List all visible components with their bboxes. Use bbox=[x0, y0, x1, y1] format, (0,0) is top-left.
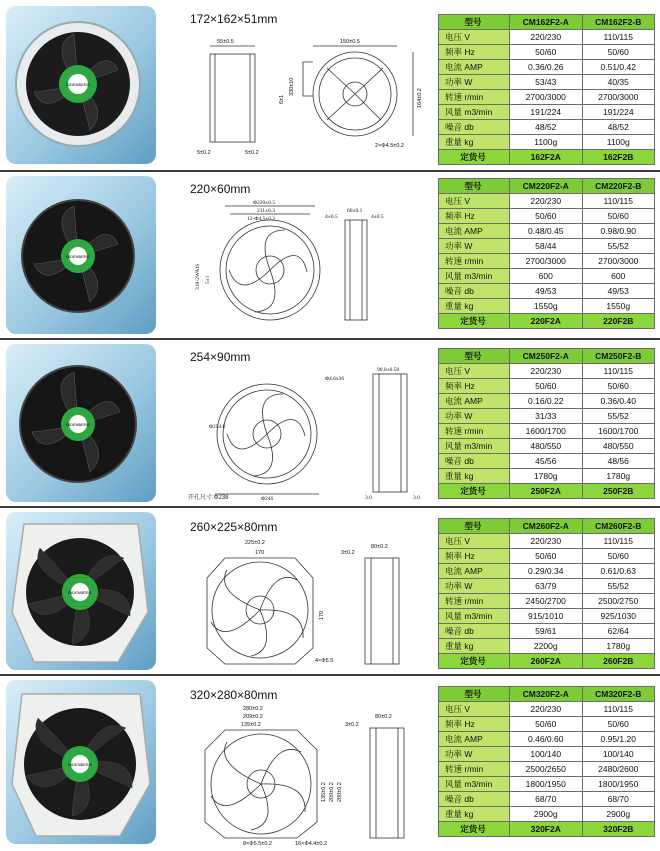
table-cell: 重量 kg bbox=[439, 639, 510, 654]
product-row-320 bbox=[0, 676, 660, 850]
table-cell: 45/56 bbox=[510, 454, 583, 469]
svg-text:Φ4.6x36: Φ4.6x36 bbox=[325, 376, 345, 382]
table-cell: 1550g bbox=[582, 299, 655, 314]
svg-text:310-2WAIS: 310-2WAIS bbox=[195, 263, 201, 290]
table-cell: 重量 kg bbox=[439, 469, 510, 484]
table-cell: 风量 m3/min bbox=[439, 439, 510, 454]
table-cell: 68/70 bbox=[582, 792, 655, 807]
table-row bbox=[439, 364, 655, 379]
table-row bbox=[439, 254, 655, 269]
table-cell: 1100g bbox=[582, 135, 655, 150]
table-cell: 0.51/0.42 bbox=[582, 60, 655, 75]
table-row bbox=[439, 269, 655, 284]
product-row-162 bbox=[0, 0, 660, 172]
table-row bbox=[439, 394, 655, 409]
order-number-row bbox=[439, 314, 655, 329]
svg-text:4±0.5: 4±0.5 bbox=[371, 214, 384, 220]
table-cell: CM162F2-A bbox=[510, 15, 583, 30]
table-cell: 功率 W bbox=[439, 409, 510, 424]
table-cell: 49/53 bbox=[582, 284, 655, 299]
table-cell: 0.98/0.90 bbox=[582, 224, 655, 239]
table-cell: 噪音 db bbox=[439, 284, 510, 299]
svg-text:135±0.2: 135±0.2 bbox=[321, 782, 327, 802]
table-row bbox=[439, 777, 655, 792]
table-cell: 220/230 bbox=[510, 30, 583, 45]
table-cell: 110/115 bbox=[582, 364, 655, 379]
fan-photo bbox=[6, 512, 156, 670]
table-cell: 噪音 db bbox=[439, 454, 510, 469]
table-row bbox=[439, 469, 655, 484]
cutout-size-note: 开孔尺寸:Φ238 bbox=[188, 495, 229, 501]
product-row-260 bbox=[0, 508, 660, 676]
table-cell: 1550g bbox=[510, 299, 583, 314]
product-row-220 bbox=[0, 172, 660, 340]
table-cell: 转速 r/min bbox=[439, 762, 510, 777]
svg-text:3±0.2: 3±0.2 bbox=[341, 550, 355, 556]
product-title: 260×225×80mm bbox=[190, 520, 278, 534]
svg-text:150±0.5: 150±0.5 bbox=[340, 39, 360, 45]
table-cell: 2700/3000 bbox=[510, 254, 583, 269]
table-cell: 型号 bbox=[439, 349, 510, 364]
svg-text:8×Φ5.5±0.2: 8×Φ5.5±0.2 bbox=[243, 841, 272, 846]
table-cell: 定货号 bbox=[439, 150, 510, 165]
svg-text:280±0.2: 280±0.2 bbox=[337, 782, 343, 802]
table-cell: 48/56 bbox=[582, 454, 655, 469]
svg-text:330±10: 330±10 bbox=[289, 77, 295, 96]
table-cell: 重量 kg bbox=[439, 135, 510, 150]
table-row bbox=[439, 424, 655, 439]
table-cell: 925/1030 bbox=[582, 609, 655, 624]
table-cell: 600 bbox=[582, 269, 655, 284]
table-cell: 260F2A bbox=[510, 654, 583, 669]
technical-drawing bbox=[185, 200, 430, 330]
svg-text:Φ254.0: Φ254.0 bbox=[209, 424, 226, 430]
table-cell: 噪音 db bbox=[439, 624, 510, 639]
table-cell: 0.36/0.26 bbox=[510, 60, 583, 75]
table-cell: 电压 V bbox=[439, 194, 510, 209]
table-cell: 2480/2600 bbox=[582, 762, 655, 777]
table-cell: 噪音 db bbox=[439, 792, 510, 807]
table-cell: 电压 V bbox=[439, 364, 510, 379]
table-cell: 50/60 bbox=[582, 379, 655, 394]
table-row bbox=[439, 75, 655, 90]
table-cell: 480/550 bbox=[582, 439, 655, 454]
svg-text:DIDENBERG: DIDENBERG bbox=[66, 422, 90, 427]
table-row bbox=[439, 194, 655, 209]
table-cell: 53/43 bbox=[510, 75, 583, 90]
table-cell: 转速 r/min bbox=[439, 424, 510, 439]
table-cell: 260F2B bbox=[582, 654, 655, 669]
table-cell: 1600/1700 bbox=[582, 424, 655, 439]
table-cell: 1780g bbox=[510, 469, 583, 484]
table-row bbox=[439, 239, 655, 254]
table-cell: 68/70 bbox=[510, 792, 583, 807]
table-cell: 0.46/0.60 bbox=[510, 732, 583, 747]
svg-text:90.0±0.50: 90.0±0.50 bbox=[377, 367, 400, 373]
table-row bbox=[439, 105, 655, 120]
svg-text:209±0.2: 209±0.2 bbox=[243, 714, 263, 720]
table-cell: 型号 bbox=[439, 15, 510, 30]
technical-drawing bbox=[185, 366, 430, 502]
table-cell: 0.95/1.20 bbox=[582, 732, 655, 747]
table-cell: 0.16/0.22 bbox=[510, 394, 583, 409]
svg-text:280±0.2: 280±0.2 bbox=[243, 706, 263, 712]
table-row bbox=[439, 45, 655, 60]
table-cell: 功率 W bbox=[439, 579, 510, 594]
svg-text:DIDENBERG: DIDENBERG bbox=[68, 762, 92, 767]
table-cell: 220F2B bbox=[582, 314, 655, 329]
table-cell: 110/115 bbox=[582, 30, 655, 45]
svg-text:2×Φ4.5±0.2: 2×Φ4.5±0.2 bbox=[375, 143, 404, 149]
table-cell: 2700/3000 bbox=[510, 90, 583, 105]
table-cell: 功率 W bbox=[439, 239, 510, 254]
table-row bbox=[439, 284, 655, 299]
table-row bbox=[439, 90, 655, 105]
table-cell: 2500/2750 bbox=[582, 594, 655, 609]
table-row bbox=[439, 30, 655, 45]
table-cell: 0.61/0.63 bbox=[582, 564, 655, 579]
table-cell: 250F2A bbox=[510, 484, 583, 499]
table-cell: 定货号 bbox=[439, 654, 510, 669]
table-cell: 220/230 bbox=[510, 702, 583, 717]
svg-text:Φ246: Φ246 bbox=[261, 496, 274, 502]
table-cell: 2700/3000 bbox=[582, 90, 655, 105]
table-cell: 49/53 bbox=[510, 284, 583, 299]
svg-text:DIDENBERG: DIDENBERG bbox=[66, 254, 90, 259]
svg-text:12-Φ4.5±0.2: 12-Φ4.5±0.2 bbox=[247, 216, 276, 222]
table-row bbox=[439, 564, 655, 579]
table-cell: 162F2B bbox=[582, 150, 655, 165]
table-cell: 50/60 bbox=[510, 717, 583, 732]
table-row bbox=[439, 609, 655, 624]
table-cell: 110/115 bbox=[582, 194, 655, 209]
table-cell: 50/60 bbox=[582, 549, 655, 564]
table-cell: CM220F2-A bbox=[510, 179, 583, 194]
table-cell: 0.36/0.40 bbox=[582, 394, 655, 409]
svg-text:3±0.2: 3±0.2 bbox=[345, 722, 359, 728]
table-cell: 重量 kg bbox=[439, 299, 510, 314]
table-cell: 50/60 bbox=[510, 549, 583, 564]
technical-drawing bbox=[185, 538, 430, 670]
table-header-row bbox=[439, 349, 655, 364]
table-cell: 电压 V bbox=[439, 30, 510, 45]
table-cell: 定货号 bbox=[439, 822, 510, 837]
spec-table bbox=[438, 518, 655, 669]
table-cell: 50/60 bbox=[582, 45, 655, 60]
product-title: 220×60mm bbox=[190, 182, 251, 196]
table-cell: 0.48/0.45 bbox=[510, 224, 583, 239]
table-cell: 55/52 bbox=[582, 579, 655, 594]
svg-text:209±0.2: 209±0.2 bbox=[329, 782, 335, 802]
table-cell: 频率 Hz bbox=[439, 379, 510, 394]
table-cell: 重量 kg bbox=[439, 807, 510, 822]
table-cell: 2450/2700 bbox=[510, 594, 583, 609]
fan-photo bbox=[6, 680, 156, 844]
svg-text:4×Φ5.5: 4×Φ5.5 bbox=[315, 658, 334, 664]
table-cell: 电流 AMP bbox=[439, 394, 510, 409]
table-cell: CM220F2-B bbox=[582, 179, 655, 194]
order-number-row bbox=[439, 484, 655, 499]
table-cell: 48/52 bbox=[510, 120, 583, 135]
table-cell: 1100g bbox=[510, 135, 583, 150]
table-cell: CM162F2-B bbox=[582, 15, 655, 30]
table-cell: 转速 r/min bbox=[439, 90, 510, 105]
table-cell: 31/33 bbox=[510, 409, 583, 424]
svg-text:4±0.5: 4±0.5 bbox=[325, 214, 338, 220]
table-row bbox=[439, 717, 655, 732]
order-number-row bbox=[439, 150, 655, 165]
svg-text:DIDENBERG: DIDENBERG bbox=[66, 82, 90, 87]
fan-photo bbox=[6, 344, 156, 502]
table-cell: 58/44 bbox=[510, 239, 583, 254]
svg-text:6±1: 6±1 bbox=[279, 94, 285, 104]
table-cell: 1780g bbox=[582, 639, 655, 654]
table-cell: 600 bbox=[510, 269, 583, 284]
product-title: 254×90mm bbox=[190, 350, 251, 364]
table-header-row bbox=[439, 687, 655, 702]
table-cell: 40/35 bbox=[582, 75, 655, 90]
table-cell: 1800/1950 bbox=[582, 777, 655, 792]
svg-text:211±0.3: 211±0.3 bbox=[257, 208, 275, 214]
table-cell: CM260F2-A bbox=[510, 519, 583, 534]
table-cell: 2700/3000 bbox=[582, 254, 655, 269]
table-cell: 110/115 bbox=[582, 534, 655, 549]
table-cell: 191/224 bbox=[582, 105, 655, 120]
table-header-row bbox=[439, 519, 655, 534]
table-cell: 110/115 bbox=[582, 702, 655, 717]
table-cell: 320F2B bbox=[582, 822, 655, 837]
table-cell: CM250F2-B bbox=[582, 349, 655, 364]
svg-text:55±0.5: 55±0.5 bbox=[217, 39, 234, 45]
table-cell: 55/52 bbox=[582, 239, 655, 254]
table-row bbox=[439, 639, 655, 654]
product-title: 320×280×80mm bbox=[190, 688, 278, 702]
table-cell: 频率 Hz bbox=[439, 45, 510, 60]
table-cell: CM250F2-A bbox=[510, 349, 583, 364]
table-row bbox=[439, 792, 655, 807]
table-cell: 功率 W bbox=[439, 75, 510, 90]
table-cell: 480/550 bbox=[510, 439, 583, 454]
svg-text:80±0.2: 80±0.2 bbox=[371, 544, 388, 550]
table-row bbox=[439, 762, 655, 777]
table-cell: 定货号 bbox=[439, 484, 510, 499]
table-cell: 50/60 bbox=[582, 717, 655, 732]
table-cell: 型号 bbox=[439, 687, 510, 702]
svg-text:Φ220±0.5: Φ220±0.5 bbox=[253, 200, 276, 206]
spec-table bbox=[438, 178, 655, 329]
svg-text:5±0.2: 5±0.2 bbox=[245, 150, 259, 156]
table-cell: 220F2A bbox=[510, 314, 583, 329]
table-cell: 频率 Hz bbox=[439, 209, 510, 224]
table-cell: 250F2B bbox=[582, 484, 655, 499]
svg-text:170: 170 bbox=[255, 550, 265, 556]
fan-photo bbox=[6, 6, 156, 164]
table-cell: 220/230 bbox=[510, 194, 583, 209]
svg-text:3.0: 3.0 bbox=[413, 495, 420, 501]
table-cell: 100/140 bbox=[510, 747, 583, 762]
table-row bbox=[439, 732, 655, 747]
table-cell: 1780g bbox=[582, 469, 655, 484]
table-cell: 频率 Hz bbox=[439, 549, 510, 564]
table-cell: 2900g bbox=[582, 807, 655, 822]
svg-text:170: 170 bbox=[319, 610, 325, 620]
table-row bbox=[439, 60, 655, 75]
table-cell: 电流 AMP bbox=[439, 564, 510, 579]
table-cell: 1800/1950 bbox=[510, 777, 583, 792]
table-row bbox=[439, 807, 655, 822]
table-row bbox=[439, 534, 655, 549]
table-cell: 100/140 bbox=[582, 747, 655, 762]
table-cell: 1600/1700 bbox=[510, 424, 583, 439]
table-cell: 电压 V bbox=[439, 702, 510, 717]
table-cell: 63/79 bbox=[510, 579, 583, 594]
table-cell: 2900g bbox=[510, 807, 583, 822]
technical-drawing bbox=[185, 706, 430, 846]
svg-text:16×Φ4.4±0.2: 16×Φ4.4±0.2 bbox=[295, 841, 328, 846]
table-row bbox=[439, 702, 655, 717]
table-cell: 220/230 bbox=[510, 534, 583, 549]
table-cell: 62/64 bbox=[582, 624, 655, 639]
order-number-row bbox=[439, 654, 655, 669]
table-cell: 50/60 bbox=[510, 45, 583, 60]
table-cell: 162F2A bbox=[510, 150, 583, 165]
table-cell: 定货号 bbox=[439, 314, 510, 329]
table-cell: 55/52 bbox=[582, 409, 655, 424]
svg-text:80±0.2: 80±0.2 bbox=[375, 714, 392, 720]
table-cell: 48/52 bbox=[582, 120, 655, 135]
svg-text:135±0.2: 135±0.2 bbox=[241, 722, 261, 728]
table-cell: 风量 m3/min bbox=[439, 777, 510, 792]
table-row bbox=[439, 624, 655, 639]
table-cell: 电流 AMP bbox=[439, 60, 510, 75]
svg-text:60±0.1: 60±0.1 bbox=[347, 208, 363, 214]
table-row bbox=[439, 579, 655, 594]
svg-text:5±0.2: 5±0.2 bbox=[197, 150, 211, 156]
svg-text:225±0.2: 225±0.2 bbox=[245, 540, 265, 546]
table-cell: CM260F2-B bbox=[582, 519, 655, 534]
svg-text:3.0: 3.0 bbox=[365, 495, 372, 501]
table-row bbox=[439, 299, 655, 314]
order-number-row bbox=[439, 822, 655, 837]
table-cell: 型号 bbox=[439, 179, 510, 194]
table-row bbox=[439, 454, 655, 469]
table-cell: 50/60 bbox=[510, 379, 583, 394]
table-cell: 噪音 db bbox=[439, 120, 510, 135]
table-cell: 型号 bbox=[439, 519, 510, 534]
table-cell: 50/60 bbox=[582, 209, 655, 224]
table-row bbox=[439, 747, 655, 762]
table-cell: 220/230 bbox=[510, 364, 583, 379]
table-cell: CM320F2-B bbox=[582, 687, 655, 702]
table-cell: 风量 m3/min bbox=[439, 105, 510, 120]
table-header-row bbox=[439, 179, 655, 194]
table-row bbox=[439, 379, 655, 394]
table-cell: 转速 r/min bbox=[439, 254, 510, 269]
table-cell: 转速 r/min bbox=[439, 594, 510, 609]
table-cell: 2200g bbox=[510, 639, 583, 654]
table-cell: 191/224 bbox=[510, 105, 583, 120]
svg-text:DIDENBERG: DIDENBERG bbox=[68, 590, 92, 595]
svg-text:5±1: 5±1 bbox=[205, 275, 211, 284]
table-cell: 风量 m3/min bbox=[439, 609, 510, 624]
technical-drawing bbox=[185, 34, 430, 159]
spec-table bbox=[438, 14, 655, 165]
table-row bbox=[439, 135, 655, 150]
table-cell: 风量 m3/min bbox=[439, 269, 510, 284]
table-cell: 2500/2650 bbox=[510, 762, 583, 777]
table-header-row bbox=[439, 15, 655, 30]
table-cell: 电流 AMP bbox=[439, 224, 510, 239]
product-title: 172×162×51mm bbox=[190, 12, 278, 26]
table-cell: 59/61 bbox=[510, 624, 583, 639]
spec-table bbox=[438, 348, 655, 499]
table-row bbox=[439, 409, 655, 424]
table-row bbox=[439, 224, 655, 239]
table-row bbox=[439, 594, 655, 609]
table-cell: CM320F2-A bbox=[510, 687, 583, 702]
table-cell: 0.29/0.34 bbox=[510, 564, 583, 579]
table-cell: 功率 W bbox=[439, 747, 510, 762]
table-cell: 50/60 bbox=[510, 209, 583, 224]
table-row bbox=[439, 549, 655, 564]
svg-text:164±0.2: 164±0.2 bbox=[417, 88, 423, 108]
table-cell: 320F2A bbox=[510, 822, 583, 837]
fan-photo bbox=[6, 176, 156, 334]
table-cell: 电流 AMP bbox=[439, 732, 510, 747]
table-row bbox=[439, 209, 655, 224]
table-row bbox=[439, 439, 655, 454]
table-cell: 频率 Hz bbox=[439, 717, 510, 732]
spec-table bbox=[438, 686, 655, 837]
table-cell: 915/1010 bbox=[510, 609, 583, 624]
table-cell: 电压 V bbox=[439, 534, 510, 549]
product-row-254 bbox=[0, 340, 660, 508]
table-row bbox=[439, 120, 655, 135]
